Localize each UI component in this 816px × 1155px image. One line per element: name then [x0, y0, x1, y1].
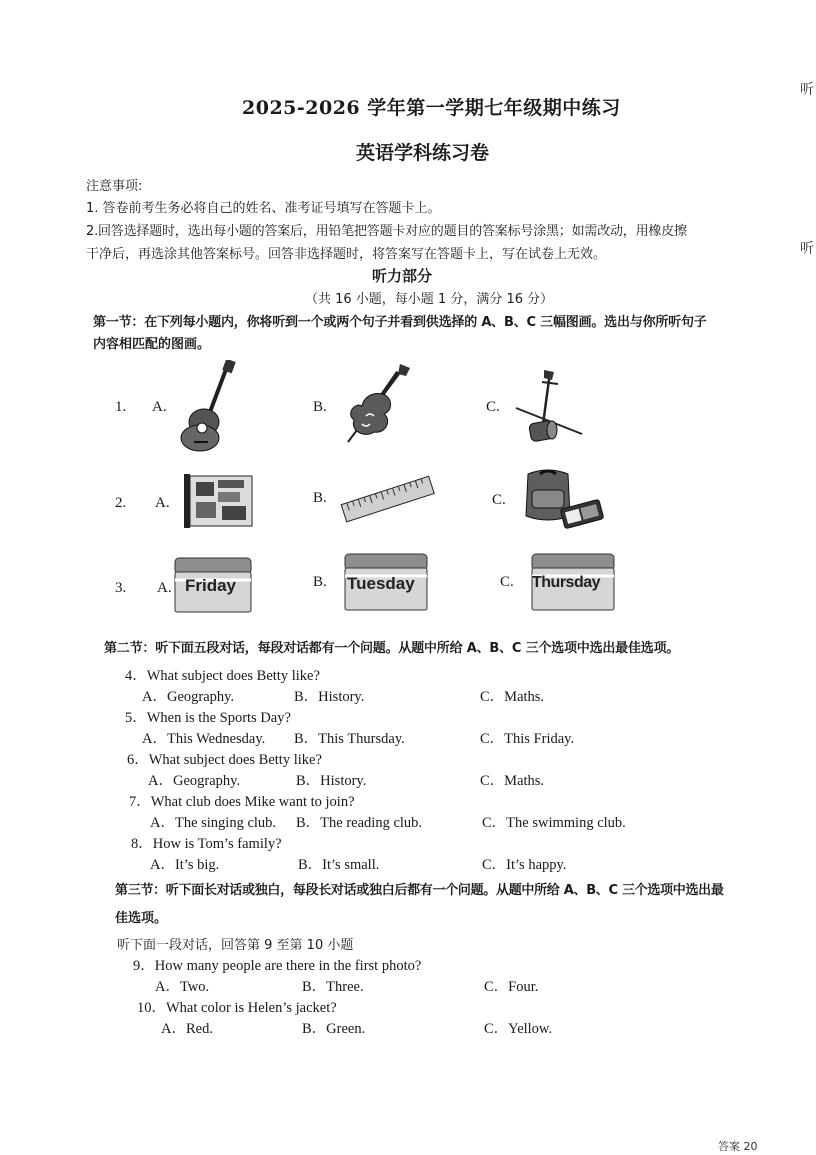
question-3-number: 3.	[115, 580, 127, 596]
question-7-option-a: A．The singing club.	[150, 815, 277, 831]
question-4-option-a: A．Geography.	[142, 689, 235, 705]
section3-sub-instruction: 听下面一段对话，回答第 9 至第 10 小题	[117, 938, 354, 953]
question-1-option-a: A.	[152, 399, 167, 415]
footer-mark: 答案 20	[718, 1140, 758, 1153]
question-6-option-b: B．History.	[296, 773, 367, 789]
guitar-icon	[180, 360, 240, 452]
question-6: 6．What subject does Betty like?	[127, 752, 322, 768]
exam-subtitle: 英语学科练习卷	[356, 142, 490, 164]
notes-item-2-line-2: 干净后，再选涂其他答案标号。回答非选择题时，将答案写在答题卡上，写在试卷上无效。	[86, 247, 607, 262]
question-3-option-c: C.	[500, 574, 514, 590]
calendar-card-thursday	[530, 552, 616, 612]
question-6-option-a: A．Geography.	[148, 773, 241, 789]
question-2-option-c: C.	[492, 492, 506, 508]
question-3-option-a: A.	[157, 580, 172, 596]
section2-instruction: 第二节：听下面五段对话，每段对话都有一个问题。从题中所给 A、B、C 三个选项中选出最佳选项。	[104, 641, 680, 656]
book-icon	[182, 470, 254, 530]
erhu-icon	[512, 368, 590, 446]
section3-instruction-line-2: 佳选项。	[115, 911, 168, 926]
notes-item-1: 1. 答卷前考生务必将自己的姓名、准考证号填写在答题卡上。	[86, 201, 441, 216]
question-9-option-a: A．Two.	[155, 979, 210, 995]
question-1-option-b: B.	[313, 399, 327, 415]
question-1-option-c: C.	[486, 399, 500, 415]
question-5-option-b: B．This Thursday.	[294, 731, 405, 747]
day-label-thursday: Thursday	[532, 574, 601, 591]
question-7: 7．What club does Mike want to join?	[129, 794, 355, 810]
question-8-option-a: A．It’s big.	[150, 857, 220, 873]
question-5: 5．When is the Sports Day?	[125, 710, 291, 726]
question-4-option-b: B．History.	[294, 689, 365, 705]
question-5-option-c: C．This Friday.	[480, 731, 575, 747]
question-7-option-c: C．The swimming club.	[482, 815, 626, 831]
question-6-option-c: C．Maths.	[480, 773, 545, 789]
question-2-option-a: A.	[155, 495, 170, 511]
schoolbag-icon	[518, 466, 604, 534]
question-10-option-c: C．Yellow.	[484, 1021, 553, 1037]
question-4-option-c: C．Maths.	[480, 689, 545, 705]
question-10: 10．What color is Helen’s jacket?	[137, 1000, 337, 1016]
ruler-icon	[338, 470, 438, 528]
listening-scoring: （共 16 小题，每小题 1 分，满分 16 分）	[305, 292, 554, 307]
section3-instruction-line-1: 第三节：听下面长对话或独白，每段长对话或独白后都有一个问题。从题中所给 A、B、C 三个选项中选出最	[115, 883, 724, 898]
notes-item-2-line-1: 2.回答选择题时，选出每小题的答案后，用铅笔把答题卡对应的题目的答案标号涂黑；如需改动，用橡皮擦	[86, 224, 687, 239]
question-10-option-b: B．Green.	[302, 1021, 366, 1037]
calendar-card-friday	[173, 556, 253, 614]
violin-icon	[340, 362, 412, 450]
margin-mark-middle: 听	[800, 241, 814, 257]
question-8: 8．How is Tom’s family?	[131, 836, 282, 852]
question-10-option-a: A．Red.	[161, 1021, 213, 1037]
day-label-friday: Friday	[185, 576, 237, 595]
listening-heading: 听力部分	[372, 267, 433, 285]
question-9-option-c: C．Four.	[484, 979, 539, 995]
question-2-option-b: B.	[313, 490, 327, 506]
calendar-card-tuesday	[343, 552, 429, 612]
notes-heading: 注意事项:	[86, 179, 143, 194]
section1-instruction-line-2: 内容相匹配的图画。	[93, 337, 211, 352]
question-9: 9．How many people are there in the first photo?	[133, 958, 422, 974]
question-2-number: 2.	[115, 495, 127, 511]
question-5-option-a: A．This Wednesday.	[142, 731, 266, 747]
question-8-option-b: B．It’s small.	[298, 857, 380, 873]
question-7-option-b: B．The reading club.	[296, 815, 423, 831]
margin-mark-top: 听	[800, 82, 814, 98]
question-1-number: 1.	[115, 399, 127, 415]
question-3-option-b: B.	[313, 574, 327, 590]
day-label-tuesday: Tuesday	[347, 574, 415, 593]
exam-title: 2025-2026 学年第一学期七年级期中练习	[242, 97, 621, 119]
question-4: 4．What subject does Betty like?	[125, 668, 320, 684]
question-8-option-c: C．It’s happy.	[482, 857, 567, 873]
section1-instruction-line-1: 第一节：在下列每小题内，你将听到一个或两个句子并看到供选择的 A、B、C 三幅图画。选出与你所听句子	[93, 315, 707, 330]
question-9-option-b: B．Three.	[302, 979, 364, 995]
